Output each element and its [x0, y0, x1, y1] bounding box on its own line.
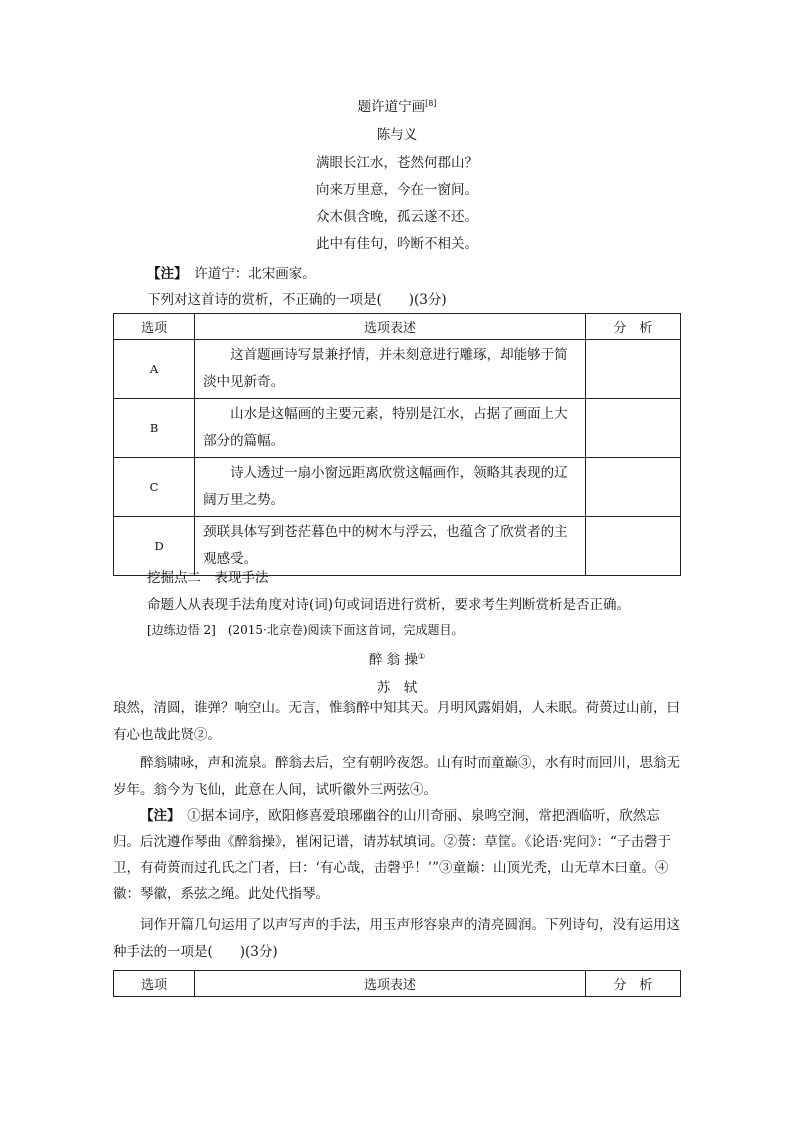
poem1-note: [147, 262, 715, 282]
poem2-author: 苏 轼: [376, 680, 418, 696]
option-letter: D: [114, 517, 195, 576]
analysis-cell: [585, 458, 680, 517]
exercise-prompt: [边练边悟 2] (2015·北京卷)阅读下面这首词，完成题目。: [147, 623, 464, 637]
table-row: [114, 399, 681, 458]
table-header: 分 析: [585, 314, 680, 340]
option-text: 山水是这幅画的主要元素，特别是江水，占据了画面上大部分的篇幅。: [203, 406, 568, 449]
poem1-line: 向来万里意，今在一窗间。: [316, 182, 478, 198]
poem2-title: 醉 翁 操①: [368, 652, 426, 668]
poem1-line: 众木俱含晚，孤云遂不还。: [316, 209, 478, 225]
section-heading: 挖掘点二 表现手法: [147, 570, 269, 586]
poem1-title-mark: [8]: [425, 99, 437, 108]
option-letter: C: [114, 458, 195, 517]
table-row: [114, 340, 681, 399]
poem2-paragraph-2: 醉翁啸咏，声和流泉。醉翁去后，空有朝吟夜怨。山有时而童巅③，水有时而回川，思翁无岁年。翁今为飞仙，此意在人间，试听徽外三两弦④。: [113, 755, 680, 798]
option-text: 颈联具体写到苍茫暮色中的树木与浮云，也蕴含了欣赏者的主观感受。: [203, 524, 568, 567]
poem1-line: 此中有佳句，吟断不相关。: [316, 236, 478, 252]
options-table-2: [113, 970, 681, 997]
table-row: [114, 458, 681, 517]
poem1-line: 满眼长江水，苍然何郡山？: [316, 155, 478, 171]
option-letter: B: [114, 399, 195, 458]
question-2: 词作开篇几句运用了以声写声的手法，用玉声形容泉声的清亮圆润。下列诗句，没有运用这种手法的一项是( )(3分): [113, 917, 680, 960]
note-label: 【注】: [147, 266, 181, 282]
question-1: 下列对这首诗的赏析，不正确的一项是( )(3分): [147, 292, 447, 308]
note-text: ①据本词序，欧阳修喜爱琅琊幽谷的山川奇丽、泉鸣空涧，常把酒临听，欣然忘归。后沈遵作琴曲《醉翁操》，崔闲记谱，请苏轼填词。②蒉：草筐。《论语·宪问》：“子击磬于卫，有荷蒉而过孔氏之门者，曰：‘有心哉，击磬乎！’”③童巅：山顶光秃，山无草木曰童。④徽：琴徽，系弦之绳。此处代指琴。: [113, 808, 671, 902]
poem2-note: [113, 803, 681, 907]
option-letter: A: [114, 340, 195, 399]
section-intro: 命题人从表现手法角度对诗(词)句或词语进行赏析，要求考生判断赏析是否正确。: [147, 597, 631, 613]
table-header: 选项: [114, 314, 195, 340]
table-header: 选项表述: [195, 971, 586, 997]
options-table-1: [113, 313, 681, 576]
option-text: 这首题画诗写景兼抒情，并未刻意进行雕琢，却能够于简淡中见新奇。: [203, 347, 568, 390]
note-text: 许道宁：北宋画家。: [194, 266, 316, 282]
poem1-author: 陈与义: [376, 127, 418, 143]
analysis-cell: [585, 340, 680, 399]
table-header: 分 析: [585, 971, 680, 997]
option-text: 诗人透过一扇小窗远距离欣赏这幅画作，领略其表现的辽阔万里之势。: [203, 465, 568, 508]
poem2-title-mark: ①: [417, 652, 426, 661]
poem1-title: 题许道宁画[8]: [357, 99, 437, 115]
poem2-paragraph-1: 琅然，清圆，谁弹？响空山。无言，惟翁醉中知其天。月明风露娟娟，人未眠。荷蒉过山前，曰有心也哉此贤②。: [113, 700, 680, 743]
table-header: 选项表述: [195, 314, 586, 340]
note-label: 【注】: [140, 808, 174, 824]
analysis-cell: [585, 399, 680, 458]
table-header: 选项: [114, 971, 195, 997]
